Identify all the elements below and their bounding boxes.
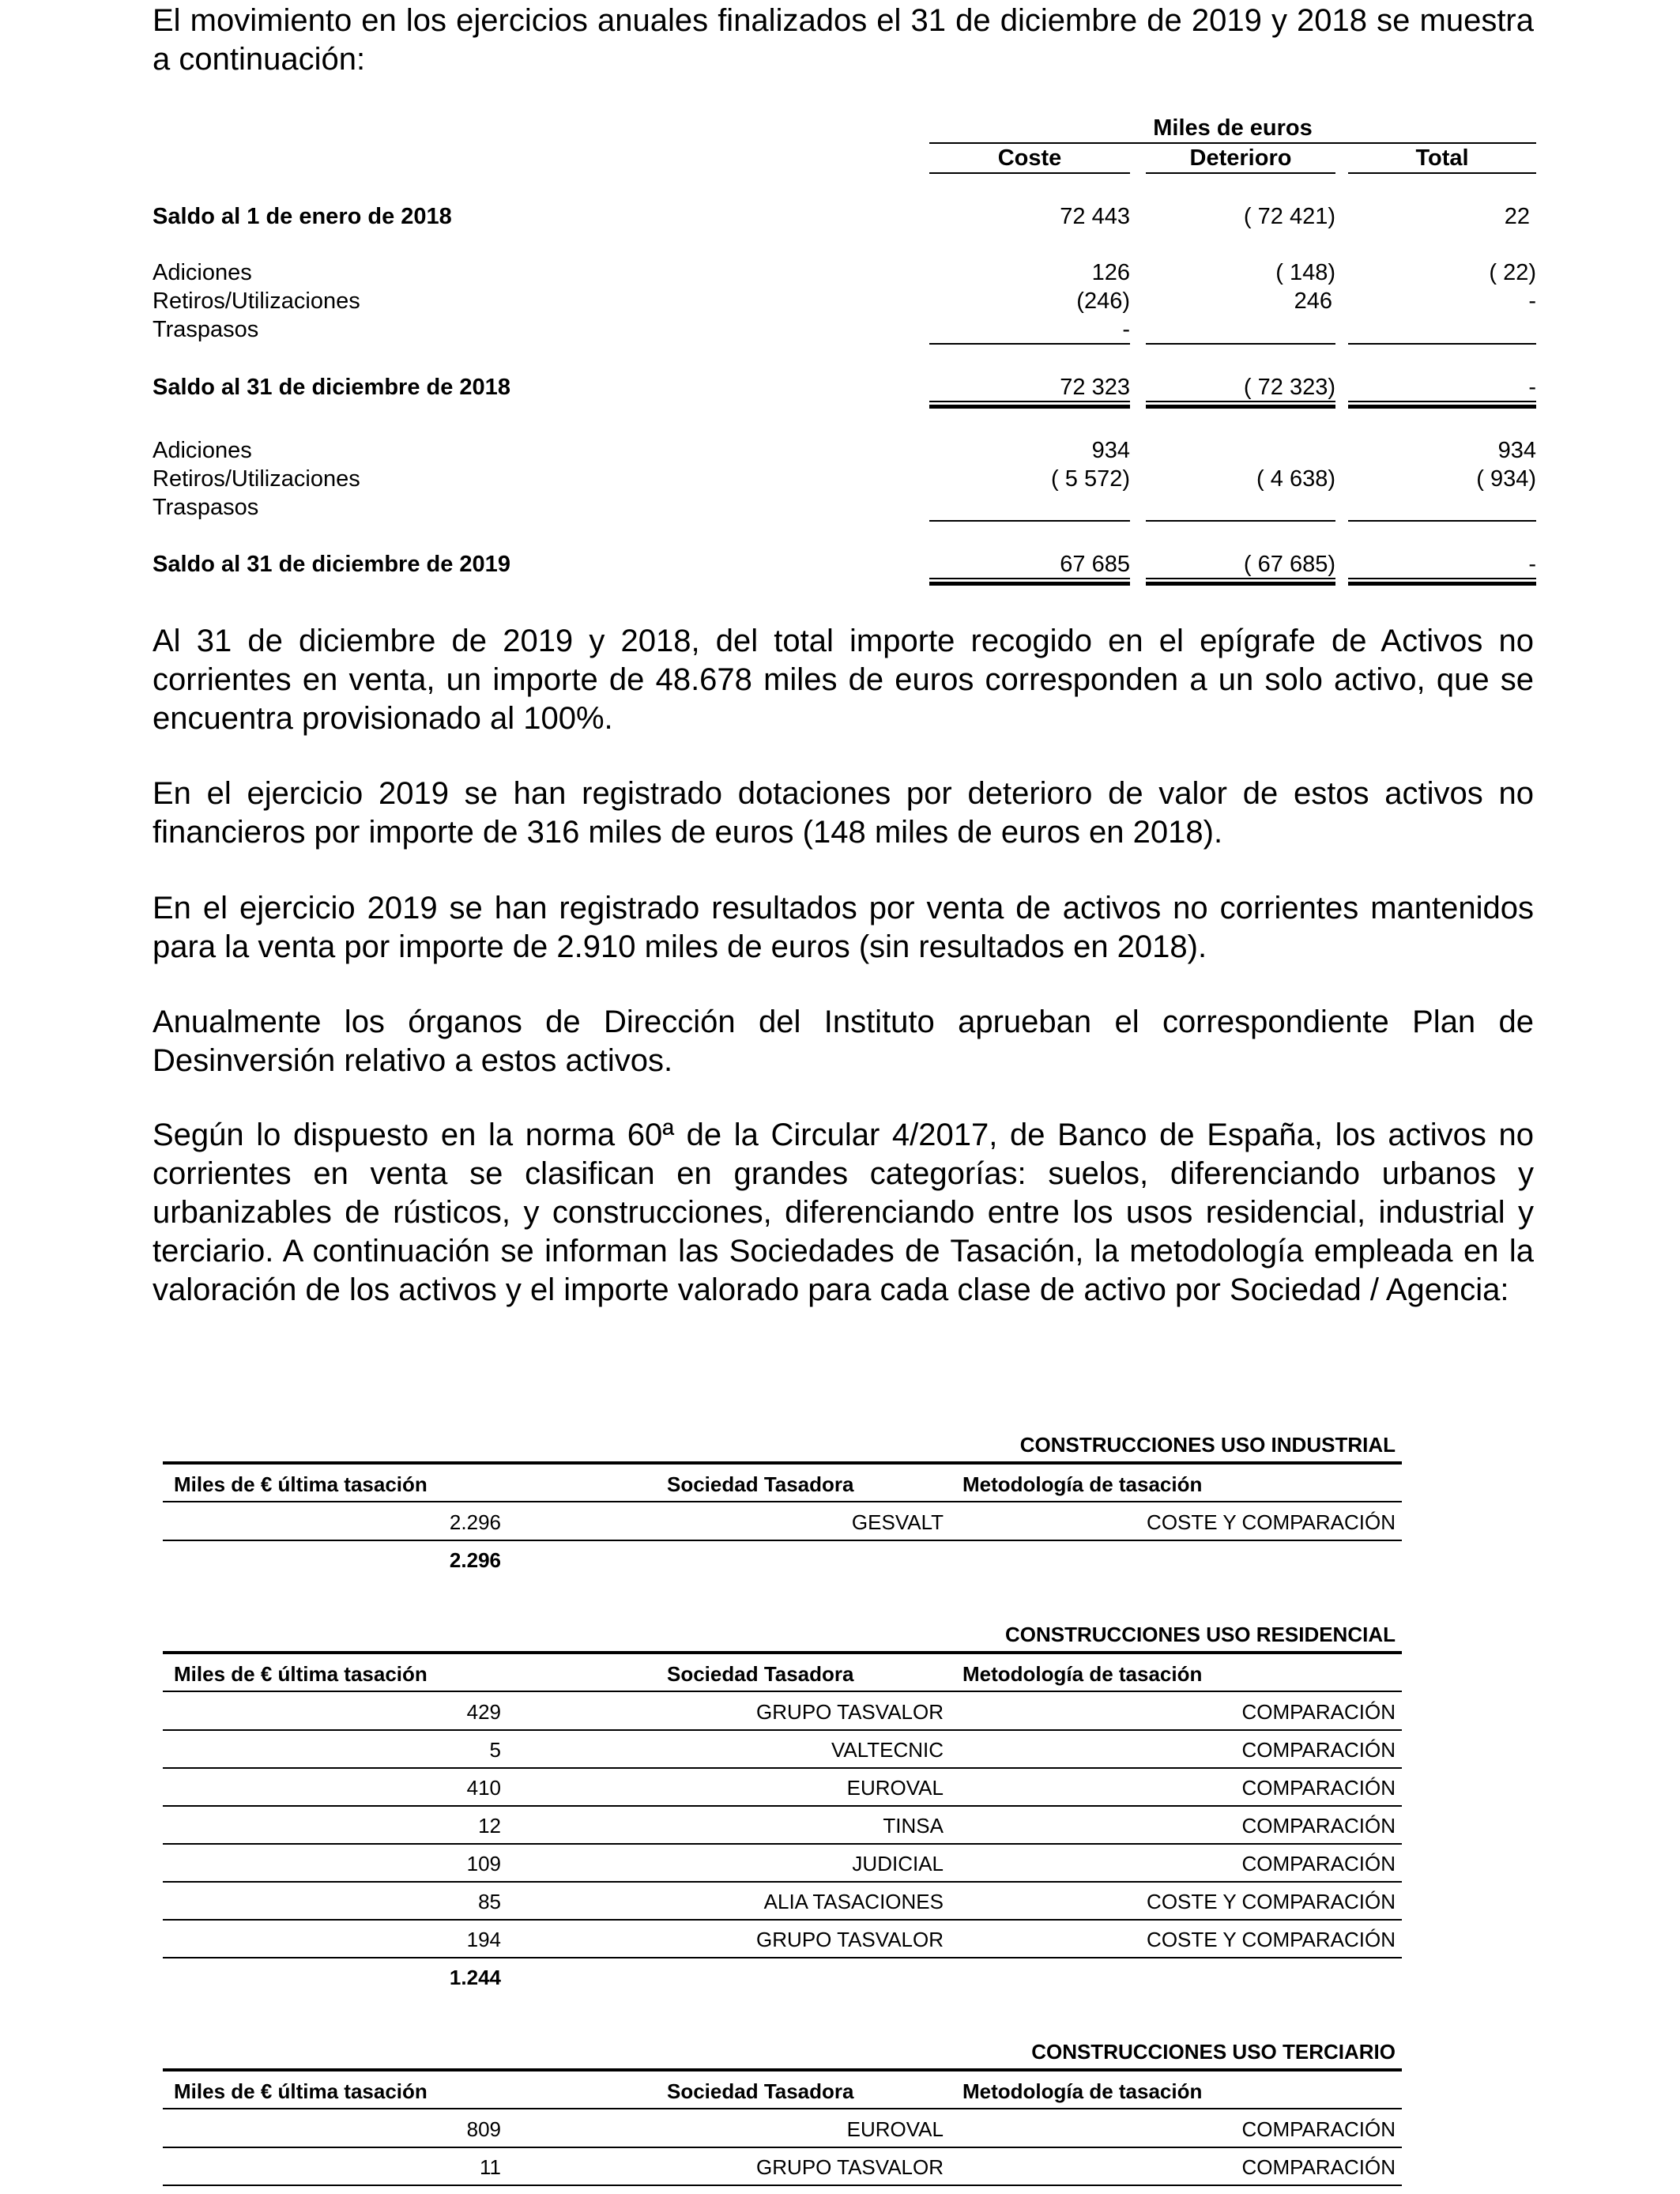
appraisal-table-title: CONSTRUCCIONES USO RESIDENCIAL: [1004, 1623, 1396, 1646]
appraisal-cell-company: GESVALT: [851, 1510, 944, 1534]
movement-unit-header: Miles de euros: [1153, 115, 1313, 141]
appraisal-header-rule: [163, 1501, 1402, 1502]
movement-cell-total: -: [1528, 375, 1536, 400]
appraisal-cell-company: GRUPO TASVALOR: [756, 1700, 944, 1724]
subtotal-rule-deterioro: [1146, 343, 1335, 345]
column-rule-coste: [929, 172, 1130, 174]
movement-cell-coste: ( 5 572): [1051, 466, 1130, 492]
column-header-deterioro: Deterioro: [1189, 145, 1292, 171]
movement-cell-total: -: [1528, 288, 1536, 314]
appraisal-row-rule: [163, 1843, 1402, 1845]
movement-cell-deterioro: ( 4 638): [1256, 466, 1335, 492]
appraisal-cell-value: 194: [466, 1928, 501, 1951]
appraisal-header-value: Miles de € última tasación: [174, 1662, 428, 1686]
appraisal-row-rule: [163, 1957, 1402, 1958]
subtotal-rule-deterioro: [1146, 520, 1335, 522]
appraisal-header-value: Miles de € última tasación: [174, 2079, 428, 2103]
appraisal-row-rule: [163, 1540, 1402, 1541]
double-rule-deterioro-2019: [1146, 582, 1335, 586]
appraisal-title-rule: [163, 1461, 1402, 1465]
movement-cell-total: 22: [1504, 204, 1530, 229]
appraisal-row-rule: [163, 2185, 1402, 2186]
appraisal-cell-method: COMPARACIÓN: [1241, 2117, 1396, 2141]
movement-cell-deterioro: ( 72 421): [1243, 204, 1335, 229]
appraisal-cell-value: 11: [480, 2155, 501, 2179]
double-rule-total-2018: [1348, 405, 1536, 409]
appraisal-cell-method: COMPARACIÓN: [1241, 1814, 1396, 1838]
intro-paragraph: El movimiento en los ejercicios anuales finalizados el 31 de diciembre de 2019 y 2018 se muestra a continuación:: [153, 3, 1534, 77]
movement-row-label: Traspasos: [153, 495, 259, 520]
movement-cell-deterioro: ( 148): [1275, 260, 1335, 285]
appraisal-cell-method: COMPARACIÓN: [1241, 1776, 1396, 1800]
appraisal-total-value: 1.244: [449, 1966, 501, 1989]
appraisal-cell-value: 2.296: [449, 1510, 501, 1534]
paragraph-circular: Según lo dispuesto en la norma 60ª de la Circular 4/2017, de Banco de España, los activos no corrientes en venta se clasifican en grandes categorías: suelos, diferenciando urbanos y urbanizables de rústicos, y construcciones, diferenciando entre los usos residencial, industrial y terciario. A continuación se informan las Sociedades de Tasación, la metodología empleada en la valoración de los activos y el importe valorado para cada clase de activo por Sociedad / Agencia:: [153, 1118, 1534, 1307]
total-rule-deterioro-2018: [1146, 401, 1335, 402]
movement-row-label: Traspasos: [153, 317, 259, 342]
total-rule-total-2019: [1348, 578, 1536, 579]
movement-cell-deterioro: 246: [1294, 288, 1332, 314]
double-rule-deterioro-2018: [1146, 405, 1335, 409]
appraisal-header-method: Metodología de tasación: [962, 1662, 1203, 1686]
movement-cell-coste: 72 323: [1060, 375, 1130, 400]
paragraph-results: En el ejercicio 2019 se han registrado resultados por venta de activos no corrientes mantenidos para la venta por importe de 2.910 miles de euros (sin resultados en 2018).: [153, 891, 1534, 964]
movement-row-label: Adiciones: [153, 438, 252, 463]
appraisal-cell-value: 12: [478, 1814, 501, 1838]
appraisal-header-rule: [163, 1691, 1402, 1692]
appraisal-cell-value: 109: [466, 1852, 501, 1875]
double-rule-total-2019: [1348, 582, 1536, 586]
column-header-coste: Coste: [997, 145, 1062, 171]
appraisal-cell-value: 429: [466, 1700, 501, 1724]
appraisal-table-title: CONSTRUCCIONES USO TERCIARIO: [1031, 2040, 1396, 2064]
appraisal-cell-value: 5: [489, 1738, 501, 1762]
appraisal-cell-company: GRUPO TASVALOR: [756, 2155, 944, 2179]
appraisal-row-rule: [163, 1767, 1402, 1769]
appraisal-cell-method: COSTE Y COMPARACIÓN: [1147, 1928, 1396, 1951]
appraisal-header-rule: [163, 2108, 1402, 2109]
movement-cell-deterioro: ( 72 323): [1243, 375, 1335, 400]
appraisal-header-method: Metodología de tasación: [962, 1472, 1203, 1496]
movement-row-label: Retiros/Utilizaciones: [153, 466, 360, 492]
paragraph-divestment-plan: Anualmente los órganos de Dirección del Instituto aprueban el correspondiente Plan de Desinversión relativo a estos activos.: [153, 1005, 1534, 1078]
appraisal-cell-company: EUROVAL: [846, 1776, 944, 1800]
movement-cell-deterioro: ( 67 685): [1243, 552, 1335, 577]
appraisal-title-rule: [163, 1651, 1402, 1654]
appraisal-header-value: Miles de € última tasación: [174, 1472, 428, 1496]
column-rule-total: [1348, 172, 1536, 174]
movement-cell-total: -: [1528, 552, 1536, 577]
appraisal-table-title: CONSTRUCCIONES USO INDUSTRIAL: [1019, 1433, 1396, 1457]
appraisal-row-rule: [163, 1805, 1402, 1807]
appraisal-cell-company: ALIA TASACIONES: [763, 1890, 944, 1913]
appraisal-cell-method: COMPARACIÓN: [1241, 1700, 1396, 1724]
appraisal-cell-company: TINSA: [883, 1814, 944, 1838]
appraisal-row-rule: [163, 1919, 1402, 1921]
paragraph-asset-provision: Al 31 de diciembre de 2019 y 2018, del total importe recogido en el epígrafe de Activos no corrientes en venta, un importe de 48.678 miles de euros corresponden a un solo activo, que se encuentra provisionado al 100%.: [153, 624, 1534, 736]
movement-row-label: Saldo al 31 de diciembre de 2018: [153, 375, 510, 400]
appraisal-total-value: 2.296: [449, 1548, 501, 1572]
subtotal-rule-coste: [929, 520, 1130, 522]
appraisal-cell-method: COMPARACIÓN: [1241, 2155, 1396, 2179]
total-rule-total-2018: [1348, 401, 1536, 402]
appraisal-header-company: Sociedad Tasadora: [667, 2079, 854, 2103]
movement-row-label: Saldo al 31 de diciembre de 2019: [153, 552, 510, 577]
total-rule-coste-2019: [929, 578, 1130, 579]
total-rule-coste-2018: [929, 401, 1130, 402]
appraisal-cell-method: COMPARACIÓN: [1241, 1852, 1396, 1875]
column-header-total: Total: [1415, 145, 1469, 171]
appraisal-header-company: Sociedad Tasadora: [667, 1662, 854, 1686]
total-rule-deterioro-2019: [1146, 578, 1335, 579]
subtotal-rule-total: [1348, 343, 1536, 345]
movement-cell-coste: 126: [1091, 260, 1130, 285]
movement-cell-coste: (246): [1076, 288, 1130, 314]
movement-cell-coste: -: [1122, 317, 1130, 342]
appraisal-cell-value: 410: [466, 1776, 501, 1800]
appraisal-cell-method: COSTE Y COMPARACIÓN: [1147, 1890, 1396, 1913]
appraisal-cell-value: 809: [466, 2117, 501, 2141]
appraisal-row-rule: [163, 1881, 1402, 1883]
movement-cell-total: 934: [1497, 438, 1536, 463]
appraisal-row-rule: [163, 2147, 1402, 2148]
movement-row-label: Saldo al 1 de enero de 2018: [153, 204, 452, 229]
appraisal-cell-value: 85: [478, 1890, 501, 1913]
appraisal-header-method: Metodología de tasación: [962, 2079, 1203, 2103]
appraisal-title-rule: [163, 2068, 1402, 2071]
movement-row-label: Retiros/Utilizaciones: [153, 288, 360, 314]
double-rule-coste-2019: [929, 582, 1130, 586]
subtotal-rule-total: [1348, 520, 1536, 522]
appraisal-header-company: Sociedad Tasadora: [667, 1472, 854, 1496]
appraisal-cell-company: VALTECNIC: [831, 1738, 944, 1762]
double-rule-coste-2018: [929, 405, 1130, 409]
appraisal-cell-company: GRUPO TASVALOR: [756, 1928, 944, 1951]
movement-row-label: Adiciones: [153, 260, 252, 285]
movement-cell-total: ( 934): [1476, 466, 1536, 492]
appraisal-cell-method: COSTE Y COMPARACIÓN: [1147, 1510, 1396, 1534]
appraisal-cell-method: COMPARACIÓN: [1241, 1738, 1396, 1762]
column-rule-deterioro: [1146, 172, 1335, 174]
movement-cell-total: ( 22): [1489, 260, 1536, 285]
paragraph-impairment: En el ejercicio 2019 se han registrado dotaciones por deterioro de valor de estos activos no financieros por importe de 316 miles de euros (148 miles de euros en 2018).: [153, 776, 1534, 850]
appraisal-cell-company: EUROVAL: [846, 2117, 944, 2141]
appraisal-cell-company: JUDICIAL: [852, 1852, 944, 1875]
movement-cell-coste: 72 443: [1060, 204, 1130, 229]
movement-cell-coste: 934: [1091, 438, 1130, 463]
movement-cell-coste: 67 685: [1060, 552, 1130, 577]
subtotal-rule-coste: [929, 343, 1130, 345]
appraisal-row-rule: [163, 1729, 1402, 1731]
